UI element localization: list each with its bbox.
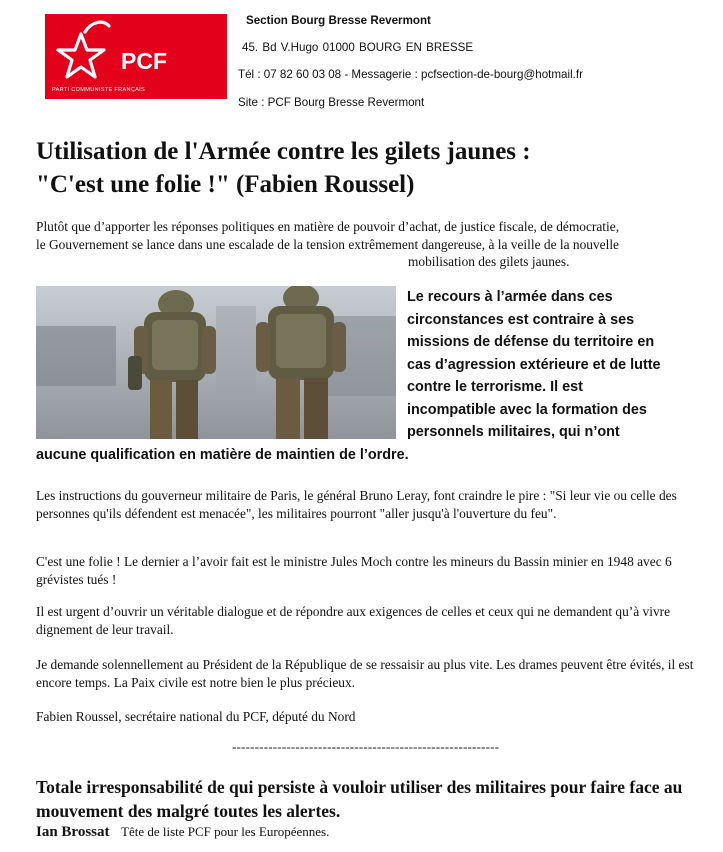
article-title — [36, 135, 696, 201]
soldiers-photo — [36, 286, 396, 439]
paragraph-folie: C'est une folie ! Le dernier a l’avoir fait est le ministre Jules Moch contre les mineurs du Bassin minier en 1948 avec 6 grévistes tués ! — [36, 554, 672, 587]
quote-line: incompatible avec la formation des — [407, 401, 647, 418]
closing-role: Tête de liste PCF pour les Européennes. — [121, 824, 330, 839]
intro-line-3: mobilisation des gilets jaunes. — [408, 254, 570, 269]
closing-statement: Totale irresponsabilité de qui persiste à vouloir utiliser des militaires pour faire face au mouvement des malgré toutes les alertes. — [36, 777, 683, 821]
pcf-logo — [45, 14, 227, 99]
paragraph-instructions: Les instructions du gouverneur militaire de Paris, le général Bruno Leray, font craindre le pire : "Si leur vie ou celle des personnes qu'ils défendent est menacée", les militaires pourront "aller jusqu'à l'ouverture du feu". — [36, 488, 677, 521]
quote-line: missions de défense du territoire en — [407, 334, 655, 350]
divider: ----------------------------------------------------------- — [232, 739, 500, 754]
quote-line: personnels militaires, qui n’ont — [407, 424, 620, 440]
quote-line: contre le terrorisme. Il est — [407, 379, 583, 395]
quote-line: circonstances est contraire à ses — [407, 311, 635, 328]
logo-brand: PCF — [121, 48, 167, 74]
paragraph-demande: Je demande solennellement au Président de la République de se ressaisir au plus vite. Les drames peuvent être évités, il est encore temps. La Paix civile est notre bien le plus précieux. — [36, 657, 694, 690]
intro-line-1: Plutôt que d’apporter les réponses politiques en matière de pouvoir d’achat, de justice fiscale, de démocratie, — [36, 219, 620, 234]
logo-subtitle: PARTI COMMUNISTE FRANÇAIS — [52, 87, 146, 93]
intro-paragraph — [36, 218, 686, 271]
section-name: Section Bourg Bresse Revermont — [246, 14, 431, 27]
closing-name: Ian Brossat — [36, 824, 110, 840]
quote-line: cas d’agression extérieure et de lutte — [407, 356, 661, 373]
section-address: 45. Bd V.Hugo 01000 BOURG EN BRESSE — [242, 41, 474, 54]
section-contact: Tél : 07 82 60 03 08 - Messagerie : pcfsection-de-bourg@hotmail.fr — [238, 68, 583, 81]
title-line-1: Utilisation de l'Armée contre les gilets jaunes : — [36, 138, 531, 165]
title-line-2: "C'est une folie !" (Fabien Roussel) — [36, 171, 415, 198]
author-signature: Fabien Roussel, secrétaire national du PCF, député du Nord — [36, 709, 356, 724]
closing-signature — [36, 824, 329, 841]
highlighted-quote — [407, 286, 707, 444]
intro-line-2: le Gouvernement se lance dans une escalade de la tension extrêmement dangereuse, à la veille de la nouvelle — [36, 236, 619, 252]
quote-last-line: aucune qualification en matière de maintien de l’ordre. — [36, 447, 409, 463]
star-icon — [51, 20, 121, 86]
paragraph-dialogue: Il est urgent d’ouvrir un véritable dialogue et de répondre aux exigences de celles et ceux qui ne demandent qu’à vivre dignement de leur travail. — [36, 604, 671, 637]
quote-line: Le recours à l’armée dans ces — [407, 289, 613, 305]
section-site: Site : PCF Bourg Bresse Revermont — [238, 96, 425, 109]
